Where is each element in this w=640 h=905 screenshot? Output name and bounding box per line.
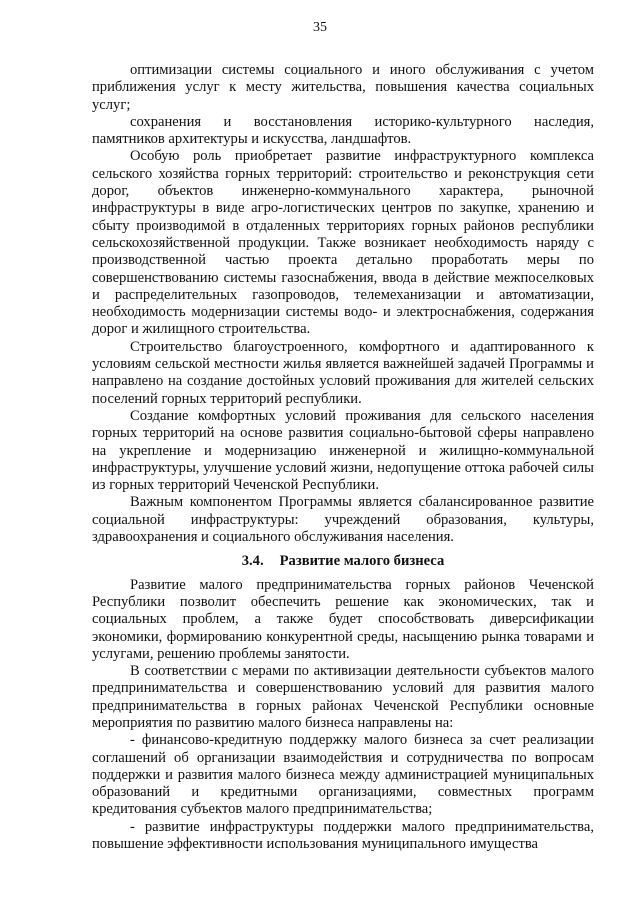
body-paragraph: В соответствии с мерами по активизации деятельности субъектов малого предпринимательства и совершенствованию условий для развития малого предпринимательства в горных районах Чеченской Республики основные мероприятия по развитию малого бизнеса направлены на: — [92, 663, 594, 731]
body-paragraph: Развитие малого предпринимательства горных районов Чеченской Республики позволит обеспечить решение как экономических, так и социальных проблем, а также будет способствовать диверсификации экономики, формированию конкурентной среды, насыщению рынка товарами и услугами, решению проблемы занятости. — [92, 576, 594, 662]
body-paragraph: оптимизации системы социального и иного обслуживания с учетом приближения услуг к месту жительства, повышения качества социальных услуг; — [92, 62, 594, 113]
list-item: - развитие инфраструктуры поддержки малого предпринимательства, повышение эффективности использования муниципального имущества — [92, 818, 594, 853]
section-title: Развитие малого бизнеса — [279, 553, 445, 570]
body-paragraph: Создание комфортных условий проживания для сельского населения горных территорий на основе развития социально-бытовой сферы направлено на укрепление и модернизацию инженерной и жилищно-коммунальной инфраструктуры, улучшение условий жизни, недопущение оттока рабочей силы из горных территорий Чеченской Республики. — [92, 407, 594, 494]
list-item: - финансово-кредитную поддержку малого бизнеса за счет реализации соглашений об организации взаимодействия и сотрудничества по вопросам поддержки и развития малого бизнеса между администрацией муниципальных образований и кредитными организациями, совместных программ кредитования субъектов малого предпринимательства; — [92, 732, 594, 818]
page-body — [92, 62, 594, 853]
section-number: 3.4. — [241, 553, 264, 570]
section-heading — [92, 553, 594, 570]
page-number: 35 — [313, 20, 327, 35]
body-paragraph: Строительство благоустроенного, комфортного и адаптированного к условиям сельской местности жилья является важнейшей задачей Программы и направлено на создание достойных условий проживания для жителей сельских поселений горных территорий республики. — [92, 338, 594, 407]
body-paragraph: сохранения и восстановления историко-культурного наследия, памятников архитектуры и искусства, ландшафтов. — [92, 113, 594, 148]
body-paragraph: Важным компонентом Программы является сбалансированное развитие социальной инфраструктуры: учреждений образования, культуры, здравоохранения и социального обслуживания населения. — [92, 494, 594, 546]
body-paragraph: Особую роль приобретает развитие инфраструктурного комплекса сельского хозяйства горных территорий: строительство и реконструкция сети дорог, объектов инженерно-коммунального характера, рыночной инфраструктуры в виде агро-логистических центров по закупке, хранению и сбыту производимой в отдаленных территориях горных районов республики сельскохозяйственной продукции. Также возникает необходимость наряду с производственной частью проекта детально проработать меры по совершенствованию системы газоснабжения, ввода в действие межпоселковых и распределительных газопроводов, телемеханизации и автоматизации, необходимость модернизации системы водо- и электроснабжения, содержания дорог и жилищного строительства. — [92, 148, 594, 338]
